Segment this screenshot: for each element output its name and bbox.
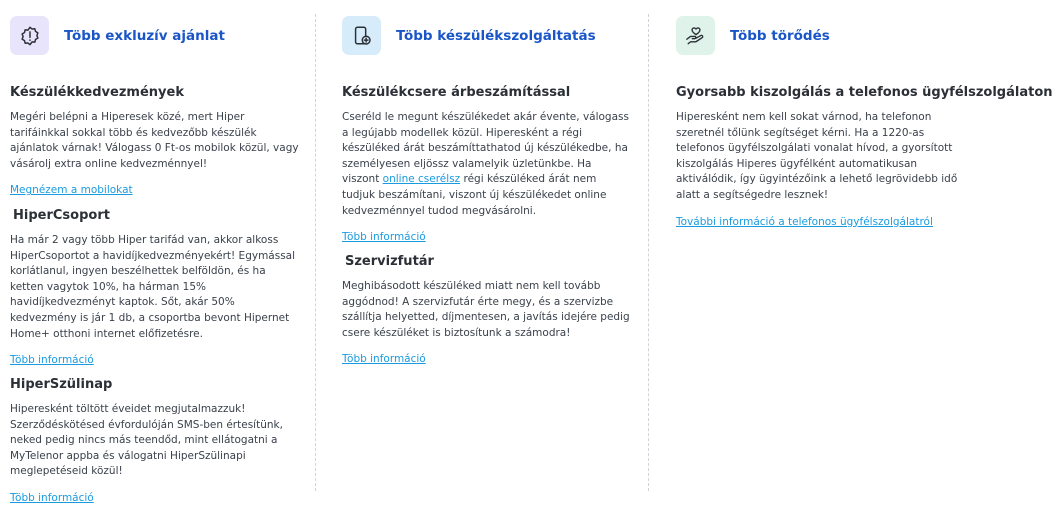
section-heading: Készülékcsere árbeszámítással	[342, 85, 571, 100]
section-text-after: régi készüléked árát nem tudjuk beszámítani, viszont új készülékedet online kedvezménnyel tudod megvásárolni.	[342, 173, 607, 217]
column-header	[676, 16, 830, 55]
phone-support-info-link[interactable]: További információ a telefonos ügyfélszolgálatról	[676, 215, 933, 228]
section-service-courier	[342, 254, 632, 366]
phone-plus-icon	[342, 16, 381, 55]
online-exchange-link[interactable]: online cserélsz	[382, 173, 461, 186]
badge-exclamation-icon	[10, 16, 49, 55]
section-text: Meghibásodott készüléked miatt nem kell tovább aggódnod! A szervizfutár érte megy, és a szervizbe szállítja helyetted, díjmentesen, a javítás idejére pedig csere készüléket is biztosítunk a számodra!	[342, 280, 630, 339]
section-heading: HiperCsoport	[13, 208, 110, 223]
section-heading: HiperSzülinap	[10, 377, 113, 392]
column-title: Több törődés	[730, 27, 830, 44]
section-text: Megéri belépni a Hiperesek közé, mert Hiper tarifáinkkal sokkal több és kedvezőbb készülék ajánlatok várnak! Válogass 0 Ft-os mobilok közül, vagy vásárolj extra online kedvezménnyel!	[10, 111, 299, 170]
section-heading: Készülékkedvezmények	[10, 85, 184, 100]
more-info-link[interactable]: Több információ	[342, 353, 426, 366]
section-text: Ha már 2 vagy több Hiper tarifád van, akkor alkoss HiperCsoportot a havidíjkedvezményekért! Egymással korlátlanul, ingyen beszélhettek belföldön, és ha ketten vagytok 10%, ha hárman 15% havidíjkedvezményt kaptok. Sőt, akár 50% kedvezmény is jár 1 db, a csoportba bevont Hipernet Home+ otthoni internet előfizetésre.	[10, 234, 296, 340]
section-trade-in	[342, 85, 632, 244]
section-text: Hiperesként nem kell sokat várnod, ha telefonon szeretnél tőlünk segítséget kérni. Ha a 1220-as telefonos ügyfélszolgálati vonalat hívod, a gyorsított kiszolgálás Hiperes ügyfélként automatikusan aktiválódik, így ügyintézőink a lehető legrövidebb idő alatt a segítségedre lesznek!	[676, 111, 958, 201]
section-hiperszulinap	[10, 377, 300, 505]
section-heading: Gyorsabb kiszolgálás a telefonos ügyfélszolgálaton	[676, 85, 1053, 100]
section-text-before: Cseréld le megunt készülékedet akár évente, válogass a legújabb modellek közül. Hiperesként a régi készüléked árát beszámíttathatod új készülékedbe, ha személyesen eljössz valamelyik üzletünkbe. Ha viszont	[342, 111, 629, 186]
column-header	[342, 16, 596, 55]
section-text	[342, 110, 632, 219]
column-device-services	[342, 0, 632, 491]
column-divider	[315, 14, 316, 491]
section-text: Hiperesként töltött éveidet megjutalmazzuk! Szerződéskötésed évfordulóján SMS-ben értesítünk, neked pedig nincs más teendőd, mint ellátogatni a MyTelenor appba és válogatni HiperSzülinapi meglepetéseid közül!	[10, 403, 283, 478]
column-title: Több készülékszolgáltatás	[396, 27, 596, 44]
column-title: Több exkluzív ajánlat	[64, 27, 225, 44]
view-phones-link[interactable]: Megnézem a mobilokat	[10, 184, 133, 197]
section-hipercsoport	[10, 208, 300, 367]
section-device-discounts	[10, 85, 300, 197]
section-heading: Szervizfutár	[345, 254, 434, 269]
column-exclusive-offers	[10, 0, 300, 504]
column-care	[676, 0, 1053, 491]
more-info-link[interactable]: Több információ	[10, 491, 94, 504]
column-header	[10, 16, 225, 55]
column-divider	[648, 14, 649, 491]
more-info-link[interactable]: Több információ	[342, 231, 426, 244]
hand-heart-icon	[676, 16, 715, 55]
more-info-link[interactable]: Több információ	[10, 354, 94, 367]
section-fast-support	[676, 85, 1053, 229]
